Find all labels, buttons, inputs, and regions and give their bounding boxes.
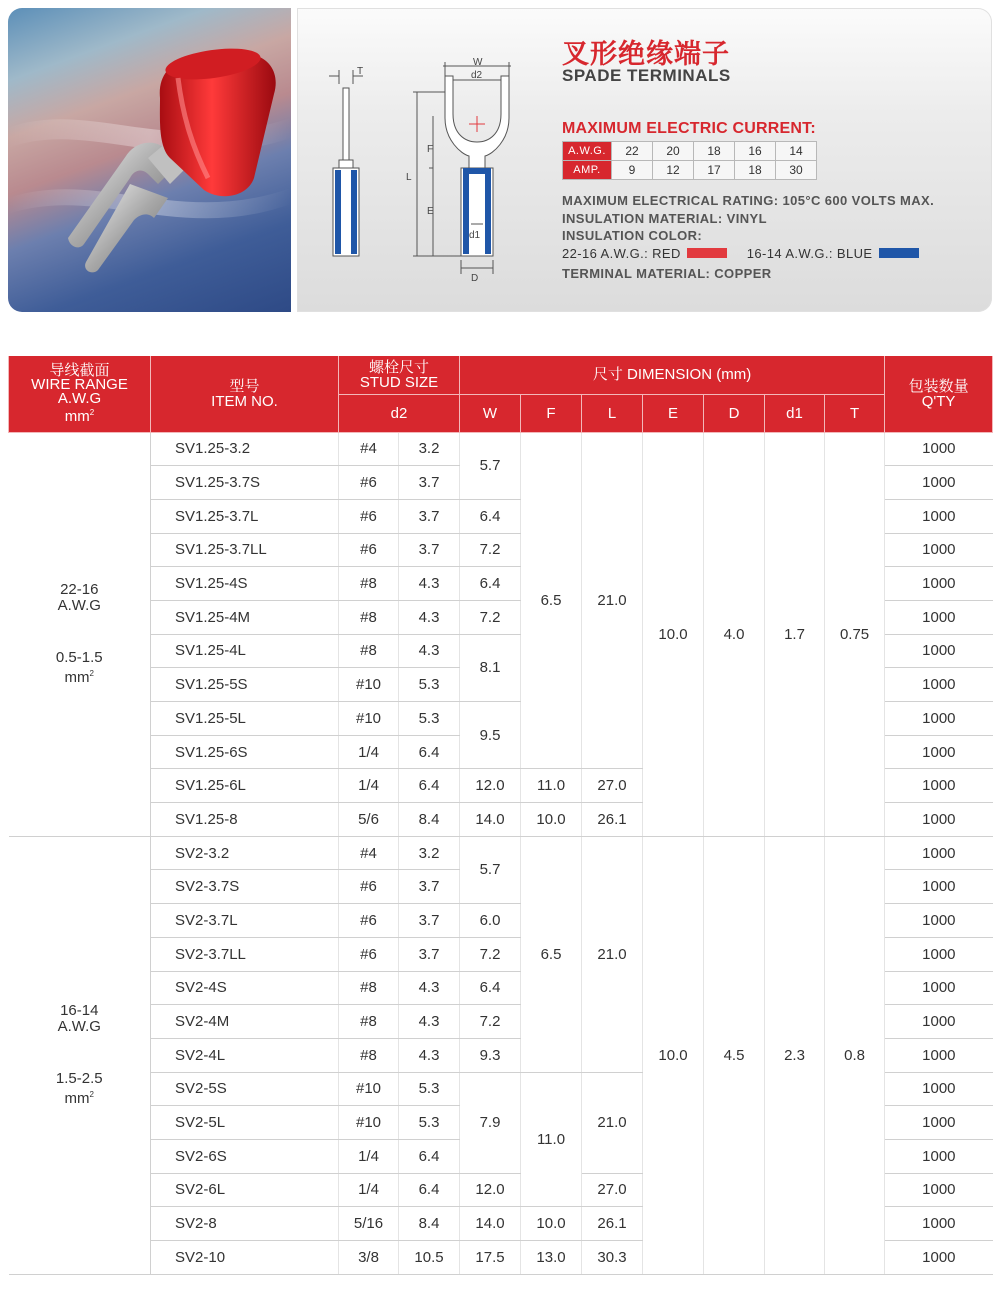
stud-size: #4 [339,836,399,870]
stud-size: #6 [339,904,399,938]
awg-cell: 22 [612,142,653,161]
amp-cell: 17 [694,161,735,180]
d2-value: 5.3 [399,702,460,736]
item-no: SV1.25-5S [151,668,339,702]
qty-value: 1000 [885,567,993,601]
item-no: SV1.25-3.7L [151,499,339,533]
awg-label: A.W.G. [563,142,612,161]
qty-value: 1000 [885,1241,993,1275]
d2-value: 4.3 [399,600,460,634]
qty-value: 1000 [885,735,993,769]
label-d1: d1 [469,230,481,241]
stud-size: #8 [339,971,399,1005]
stud-size: #8 [339,567,399,601]
item-no: SV1.25-5L [151,702,339,736]
stud-size: #6 [339,870,399,904]
d2-value: 6.4 [399,769,460,803]
stud-size: #6 [339,499,399,533]
group1-mm-sup: 2 [89,669,94,679]
header-stud-en: STUD SIZE [359,373,439,391]
spec-terminal-material: TERMINAL MATERIAL: COPPER [562,266,772,281]
label-e: E [427,206,434,217]
stud-size: #10 [339,702,399,736]
amp-cell: 18 [735,161,776,180]
spec-rating: MAXIMUM ELECTRICAL RATING: 105°C 600 VOLTS MAX. [562,193,935,208]
item-no: SV2-4M [151,1005,339,1039]
item-no: SV2-8 [151,1207,339,1241]
stud-size: #10 [339,668,399,702]
spec-panel [297,8,992,312]
item-no: SV1.25-4S [151,567,339,601]
d2-value: 5.3 [399,668,460,702]
w-value: 5.7 [460,432,521,499]
item-no: SV2-6L [151,1173,339,1207]
spec-insulation-color: INSULATION COLOR: [562,228,703,243]
d2-value: 4.3 [399,567,460,601]
qty-value: 1000 [885,668,993,702]
header-stud-cn: 螺栓尺寸 [368,358,429,376]
item-no: SV1.25-6S [151,735,339,769]
qty-value: 1000 [885,634,993,668]
header-wire-range-awg: A.W.G [57,389,102,407]
d2-value: 3.7 [399,466,460,500]
item-no: SV1.25-3.7S [151,466,339,500]
w-value: 12.0 [460,1173,521,1207]
item-no: SV2-4L [151,1038,339,1072]
wire-range-group1 [9,432,151,836]
w-value: 6.4 [460,499,521,533]
label-w: W [473,57,483,68]
w-value: 5.7 [460,836,521,903]
header-item-cn: 型号 [229,377,260,395]
f-value: 11.0 [521,769,582,803]
amp-row [563,161,817,180]
stud-size: 1/4 [339,735,399,769]
d2-value: 4.3 [399,634,460,668]
item-no: SV2-4S [151,971,339,1005]
header-item-no [151,356,339,432]
t-value: 0.8 [825,836,885,1274]
item-no: SV1.25-4L [151,634,339,668]
item-no: SV2-3.7L [151,904,339,938]
spec-color-legend [562,245,934,263]
header-wire-range-cn: 导线截面 [49,361,110,379]
group2-mm-sup: 2 [89,1090,94,1100]
header-qty-cn: 包装数量 [908,377,969,395]
w-value: 6.0 [460,904,521,938]
w-value: 14.0 [460,1207,521,1241]
stud-size: #4 [339,432,399,466]
d2-value: 3.2 [399,836,460,870]
label-f: F [427,144,434,155]
item-no: SV2-3.7S [151,870,339,904]
amp-label: AMP. [563,161,612,180]
max-current-title: MAXIMUM ELECTRIC CURRENT: [562,120,816,137]
qty-value: 1000 [885,904,993,938]
w-value: 7.2 [460,1005,521,1039]
header-d: D [704,394,765,432]
label-l: L [406,172,412,183]
w-value: 6.4 [460,567,521,601]
stud-size: #8 [339,1038,399,1072]
group1-mm-label: mm [64,669,90,687]
red-swatch [687,248,727,258]
t-value: 0.75 [825,432,885,836]
qty-value: 1000 [885,803,993,837]
l-value: 26.1 [582,803,643,837]
stud-size: #6 [339,533,399,567]
qty-value: 1000 [885,1005,993,1039]
qty-value: 1000 [885,702,993,736]
stud-size: 1/4 [339,769,399,803]
d2-value: 6.4 [399,1173,460,1207]
product-photo [8,8,291,312]
d2-value: 3.2 [399,432,460,466]
qty-value: 1000 [885,466,993,500]
awg-cell: 20 [653,142,694,161]
d2-value: 5.3 [399,1072,460,1106]
d2-value: 8.4 [399,803,460,837]
stud-size: #8 [339,600,399,634]
table-row [9,836,993,870]
l-value: 26.1 [582,1207,643,1241]
header-f: F [521,394,582,432]
header-d2: d2 [339,394,460,432]
l-value: 27.0 [582,769,643,803]
qty-value: 1000 [885,1207,993,1241]
w-value: 14.0 [460,803,521,837]
w-value: 6.4 [460,971,521,1005]
l-value: 21.0 [582,836,643,1072]
d-value: 4.5 [704,836,765,1274]
group1-awg: 22-16 [60,581,99,599]
dimension-drawing [325,56,555,286]
spec-insulation-material: INSULATION MATERIAL: VINYL [562,210,767,226]
awg-row [563,142,817,161]
item-no: SV1.25-3.7LL [151,533,339,567]
header-l: L [582,394,643,432]
header-wire-range [9,356,151,432]
group1-awg-label: A.W.G [57,597,101,615]
stud-size: #10 [339,1106,399,1140]
w-value: 9.5 [460,702,521,769]
d2-value: 6.4 [399,735,460,769]
w-value: 12.0 [460,769,521,803]
qty-value: 1000 [885,971,993,1005]
stud-size: 3/8 [339,1241,399,1275]
d2-value: 10.5 [399,1241,460,1275]
stud-size: #6 [339,466,399,500]
d2-value: 4.3 [399,1005,460,1039]
d-value: 4.0 [704,432,765,836]
qty-value: 1000 [885,937,993,971]
header-w: W [460,394,521,432]
blue-label: 16-14 A.W.G.: BLUE [746,245,873,261]
qty-value: 1000 [885,1038,993,1072]
f-value: 11.0 [521,1072,582,1207]
w-value: 7.2 [460,600,521,634]
title-english: SPADE TERMINALS [562,66,731,85]
d2-value: 3.7 [399,870,460,904]
blue-swatch [879,248,919,258]
e-value: 10.0 [643,836,704,1274]
w-value: 7.2 [460,937,521,971]
header-wire-range-en: WIRE RANGE [31,375,128,393]
d2-value: 6.4 [399,1139,460,1173]
stud-size: #6 [339,937,399,971]
amp-cell: 12 [653,161,694,180]
stud-size: 5/16 [339,1207,399,1241]
f-value: 6.5 [521,836,582,1072]
awg-cell: 14 [776,142,817,161]
wire-range-group2 [9,836,151,1274]
item-no: SV1.25-4M [151,600,339,634]
item-no: SV2-10 [151,1241,339,1275]
f-value: 13.0 [521,1241,582,1275]
header-qty-en: Q'TY [921,392,956,410]
header-t: T [825,394,885,432]
f-value: 10.0 [521,1207,582,1241]
d2-value: 8.4 [399,1207,460,1241]
d1-value: 1.7 [765,432,825,836]
l-value: 27.0 [582,1173,643,1207]
item-no: SV1.25-6L [151,769,339,803]
l-value: 30.3 [582,1241,643,1275]
stud-size: 1/4 [339,1139,399,1173]
header-e: E [643,394,704,432]
stud-size: #8 [339,1005,399,1039]
qty-value: 1000 [885,769,993,803]
qty-value: 1000 [885,600,993,634]
group2-mm: 1.5-2.5 [55,1070,103,1088]
d2-value: 3.7 [399,904,460,938]
header-d1: d1 [765,394,825,432]
header-wire-range-sup: 2 [89,407,95,417]
qty-value: 1000 [885,533,993,567]
title-chinese: 叉形绝缘端子 [562,39,730,70]
qty-value: 1000 [885,836,993,870]
header-wire-range-mm: mm [64,407,90,425]
l-value: 21.0 [582,1072,643,1173]
item-no: SV1.25-3.2 [151,432,339,466]
item-no: SV1.25-8 [151,803,339,837]
qty-value: 1000 [885,499,993,533]
qty-value: 1000 [885,870,993,904]
f-value: 10.0 [521,803,582,837]
spec-list [562,192,934,283]
w-value: 7.2 [460,533,521,567]
stud-size: 1/4 [339,1173,399,1207]
item-no: SV2-5S [151,1072,339,1106]
group2-awg-label: A.W.G [57,1018,101,1036]
qty-value: 1000 [885,1106,993,1140]
d2-value: 3.7 [399,499,460,533]
e-value: 10.0 [643,432,704,836]
label-t: T [357,66,364,77]
stud-size: 5/6 [339,803,399,837]
d2-value: 5.3 [399,1106,460,1140]
d2-value: 3.7 [399,937,460,971]
header-qty [885,356,993,432]
item-no: SV2-5L [151,1106,339,1140]
spade-terminal-illustration [8,8,291,312]
amp-cell: 30 [776,161,817,180]
dimension-table [8,356,993,1275]
amp-cell: 9 [612,161,653,180]
qty-value: 1000 [885,1139,993,1173]
stud-size: #8 [339,634,399,668]
group2-mm-label: mm [64,1090,90,1108]
label-d2: d2 [471,70,483,81]
item-no: SV2-3.7LL [151,937,339,971]
f-value: 6.5 [521,432,582,769]
awg-cell: 16 [735,142,776,161]
w-value: 17.5 [460,1241,521,1275]
item-no: SV2-6S [151,1139,339,1173]
qty-value: 1000 [885,432,993,466]
w-value: 8.1 [460,634,521,701]
awg-cell: 18 [694,142,735,161]
d1-value: 2.3 [765,836,825,1274]
label-d: D [471,273,479,284]
group2-awg: 16-14 [60,1002,99,1020]
l-value: 21.0 [582,432,643,769]
w-value: 9.3 [460,1038,521,1072]
stud-size: #10 [339,1072,399,1106]
d2-value: 4.3 [399,1038,460,1072]
w-value: 7.9 [460,1072,521,1173]
header-stud-size [339,356,460,394]
qty-value: 1000 [885,1173,993,1207]
d2-value: 3.7 [399,533,460,567]
qty-value: 1000 [885,1072,993,1106]
group1-mm: 0.5-1.5 [55,649,103,667]
header-dimension: 尺寸 DIMENSION (mm) [460,356,885,394]
table-row [9,432,993,466]
header-item-en: ITEM NO. [211,392,278,410]
d2-value: 4.3 [399,971,460,1005]
max-current-table [562,141,817,180]
item-no: SV2-3.2 [151,836,339,870]
red-label: 22-16 A.W.G.: RED [562,245,681,261]
